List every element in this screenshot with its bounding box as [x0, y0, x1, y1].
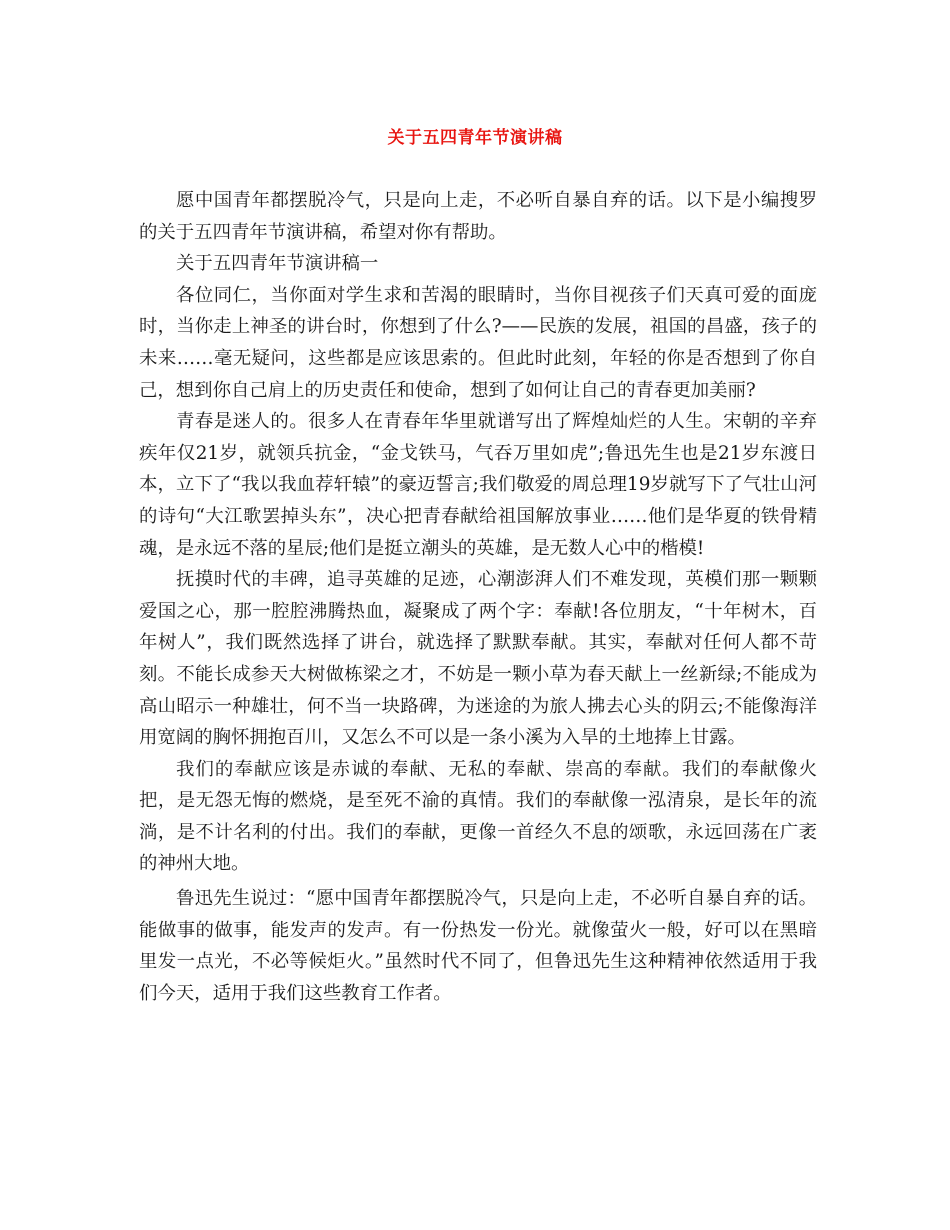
- paragraph-monument: 抚摸时代的丰碑，追寻英雄的足迹，心潮澎湃人们不难发现，英模们那一颗颗爱国之心，那一腔腔沸腾热血，凝聚成了两个字：奉献!各位朋友，“十年树木，百年树人”，我们既然选择了讲台，就选择了默默奉献。其实，奉献对任何人都不苛刻。不能长成参天大树做栋梁之才，不妨是一颗小草为春天献上一丝新绿;不能成为高山昭示一种雄壮，何不当一块路碑，为迷途的为旅人拂去心头的阴云;不能像海洋用宽阔的胸怀拥抱百川，又怎么不可以是一条小溪为入旱的土地捧上甘露。: [139, 569, 817, 749]
- paragraph-dedication: 我们的奉献应该是赤诚的奉献、无私的奉献、崇高的奉献。我们的奉献像火把，是无怨无悔的燃烧，是至死不渝的真情。我们的奉献像一泓清泉，是长年的流淌，是不计名利的付出。我们的奉献，更像一首经久不息的颂歌，永远回荡在广袤的神州大地。: [139, 758, 817, 875]
- paragraph-colleagues: 各位同仁，当你面对学生求和苦渴的眼睛时，当你目视孩子们天真可爱的面庞时，当你走上神圣的讲台时，你想到了什么?——民族的发展，祖国的昌盛，孩子的未来……毫无疑问，这些都是应该思索的。但此时此刻，年轻的你是否想到了你自己，想到你自己肩上的历史责任和使命，想到了如何让自己的青春更加美丽?: [139, 284, 817, 401]
- document-title: 关于五四青年节演讲稿: [387, 128, 563, 148]
- paragraph-intro: 愿中国青年都摆脱冷气，只是向上走，不必听自暴自弃的话。以下是小编搜罗的关于五四青年节演讲稿，希望对你有帮助。: [139, 190, 817, 243]
- paragraph-section-heading: 关于五四青年节演讲稿一: [176, 253, 379, 275]
- paragraph-luxun-quote: 鲁迅先生说过：“愿中国青年都摆脱冷气，只是向上走，不必听自暴自弃的话。能做事的做事，能发声的发声。有一份热发一份光。就像萤火一般，好可以在黑暗里发一点光，不必等候炬火。”虽然时代不同了，但鲁迅先生这种精神依然适用于我们今天，适用于我们这些教育工作者。: [139, 888, 817, 1004]
- document-body: [139, 185, 817, 1009]
- paragraph-youth: 青春是迷人的。很多人在青春年华里就谱写出了辉煌灿烂的人生。宋朝的辛弃疾年仅21岁，就领兵抗金，“金戈铁马，气吞万里如虎”;鲁迅先生也是21岁东渡日本，立下了“我以我血荐轩辕”的豪迈誓言;我们敬爱的周总理19岁就写下了气壮山河的诗句“大江歌罢掉头东”，决心把青春献给祖国解放事业……他们是华夏的铁骨精魂，是永远不落的星辰;他们是挺立潮头的英雄，是无数人心中的楷模!: [139, 411, 817, 559]
